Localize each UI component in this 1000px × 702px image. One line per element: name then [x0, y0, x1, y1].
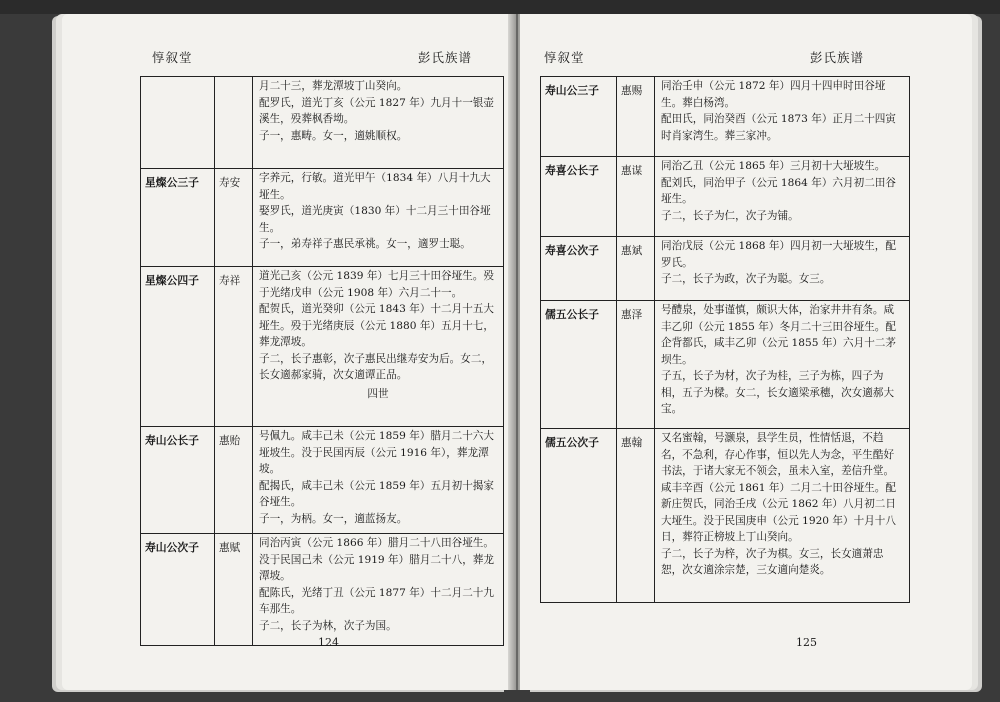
biography-paragraph: 字养元，行敏。道光甲午（1834 年）八月十九大垭生。 [259, 172, 491, 201]
generation-heading: 四世 [367, 387, 389, 400]
row-relation-label: 星燦公四子 [141, 267, 215, 427]
table-row [541, 429, 910, 603]
row-relation-label: 星燦公三子 [141, 169, 215, 267]
biography-paragraph: 配陈氏，光绪丁丑（公元 1877 年）十二月二十九车那生。 [259, 586, 494, 615]
biography-paragraph: 配罗氏，道光丁亥（公元 1827 年）九月十一银壶溪生，殁葬枫香坳。 [259, 96, 494, 125]
row-biography [655, 237, 910, 301]
right-genealogy-table [540, 76, 910, 603]
table-row [541, 77, 910, 157]
row-person-name: 惠泽 [617, 301, 655, 429]
row-relation-label: 儒五公次子 [541, 429, 617, 603]
scan-background [0, 0, 1000, 14]
biography-paragraph: 号佩九。咸丰己未（公元 1859 年）腊月二十六大垭坡生。没于民国丙辰（公元 1916 年），葬龙潭坡。 [259, 430, 494, 475]
biography-paragraph: 同治丙寅（公元 1866 年）腊月二十八田谷垭生。没于民国己未（公元 1919 年）腊月二十八，葬龙潭坡。 [259, 537, 494, 582]
biography-paragraph: 道光己亥（公元 1839 年）七月三十田谷垭生。殁于光绪戊申（公元 1908 年）六月二十一。 [259, 270, 494, 299]
row-person-name: 惠谋 [617, 157, 655, 237]
row-biography [253, 169, 504, 267]
biography-paragraph: 同治乙丑（公元 1865 年）三月初十大垭坡生。 [661, 160, 886, 172]
row-biography [253, 427, 504, 534]
row-biography [655, 429, 910, 603]
left-page [62, 14, 514, 690]
biography-paragraph: 子五，长子为材，次子为桂，三子为栋，四子为相，五子为樑。女二，长女適梁承穗，次女適郝大宝。 [661, 370, 895, 415]
left-header-book-title: 彭氏族谱 [418, 50, 473, 65]
row-biography [655, 77, 910, 157]
row-relation-label: 寿山公长子 [141, 427, 215, 534]
table-row [141, 77, 504, 169]
row-biography [253, 267, 504, 427]
biography-paragraph: 子二，长子为仁，次子为铺。 [661, 209, 799, 222]
row-person-name: 惠贻 [215, 427, 253, 534]
table-row [541, 301, 910, 429]
table-row [141, 267, 504, 427]
left-header-hall-name: 惇叙堂 [152, 50, 193, 65]
table-row [541, 237, 910, 301]
right-page-number: 125 [796, 636, 817, 649]
biography-paragraph: 又名蜜翰，号灏泉，县学生员，性情恬退，不趋名，不急利，存心作事，恒以先人为念，平生酷好书法，于诸大家无不领会，虽未入室，差信升堂。咸丰辛酉（公元 1861 年）二月二十田谷垭生。配新庄贺氏，同治壬戌（公元 1862 年）八月初二日大垭生。没于民国庚申（公元 1920 年）十月十八日，葬符正榜坡上丁山癸向。 [661, 432, 896, 543]
biography-paragraph: 子一，弟寿祥子惠民承祧。女一，適罗士聪。 [259, 238, 471, 250]
biography-paragraph: 号醴泉，处事谨慎，颇识大体，治家井井有条。咸丰乙卯（公元 1855 年）冬月二十三田谷垭生。配企背都氏，咸丰乙卯（公元 1855 年）六月十二茅坝生。 [661, 304, 896, 366]
row-person-name: 惠斌 [617, 237, 655, 301]
biography-paragraph: 子二，长子为政，次子为聪。女三。 [661, 273, 831, 285]
biography-paragraph: 配揭氏，咸丰己未（公元 1859 年）五月初十揭家谷垭生。 [259, 479, 494, 508]
biography-paragraph: 子二，长子为林，次子为国。 [259, 619, 397, 632]
row-person-name: 寿安 [215, 169, 253, 267]
row-person-name: 惠赐 [617, 77, 655, 157]
row-biography [655, 157, 910, 237]
right-header-hall-name: 惇叙堂 [544, 50, 585, 65]
row-relation-label: 寿山公三子 [541, 77, 617, 157]
biography-paragraph: 子一，惠畴。女一，適姚顺权。 [259, 129, 408, 142]
row-relation-label: 寿山公次子 [141, 534, 215, 646]
biography-paragraph: 月二十三，葬龙潭坡丁山癸向。 [259, 80, 408, 92]
row-biography [655, 301, 910, 429]
row-biography [253, 534, 504, 646]
row-relation-label: 寿喜公长子 [541, 157, 617, 237]
biography-paragraph: 配刘氏，同治甲子（公元 1864 年）六月初二田谷垭生。 [661, 176, 896, 205]
biography-paragraph: 子二，长子惠彰，次子惠民出继寿安为后。女二，长女適郝家骑，次女適谭正品。 [259, 352, 493, 381]
row-person-name [215, 77, 253, 169]
row-person-name: 寿祥 [215, 267, 253, 427]
biography-paragraph: 子二，长子为梓，次子为棋。女三，长女適萧忠恕，次女適涂宗楚，三女適向楚炎。 [661, 547, 884, 576]
biography-paragraph: 子一，为柄。女一，適蓝扬友。 [259, 512, 408, 525]
left-page-number: 124 [318, 636, 339, 649]
table-row [541, 157, 910, 237]
row-relation-label: 儒五公长子 [541, 301, 617, 429]
right-header-book-title: 彭氏族谱 [810, 50, 865, 65]
right-page [520, 14, 972, 690]
biography-paragraph: 同治壬申（公元 1872 年）四月十四申时田谷垭生。葬白杨湾。 [661, 80, 886, 109]
table-row [141, 534, 504, 646]
book-spread [62, 14, 978, 694]
left-genealogy-table [140, 76, 504, 646]
biography-paragraph: 配贺氏，道光癸卯（公元 1843 年）十二月十五大垭生。殁于光绪庚辰（公元 1880 年）五月十七，葬龙潭坡。 [259, 303, 494, 348]
biography-paragraph: 娶罗氏，道光庚寅（1830 年）十二月三十田谷垭生。 [259, 205, 491, 234]
row-relation-label: 寿喜公次子 [541, 237, 617, 301]
row-relation-label [141, 77, 215, 169]
biography-paragraph: 同治戊辰（公元 1868 年）四月初一大垭坡生，配罗氏。 [661, 240, 896, 269]
row-person-name: 惠翰 [617, 429, 655, 603]
row-person-name: 惠赋 [215, 534, 253, 646]
row-biography [253, 77, 504, 169]
biography-paragraph: 配田氏，同治癸酉（公元 1873 年）正月二十四寅时肖家湾生。葬三家冲。 [661, 113, 896, 142]
table-row [141, 169, 504, 267]
table-row [141, 427, 504, 534]
